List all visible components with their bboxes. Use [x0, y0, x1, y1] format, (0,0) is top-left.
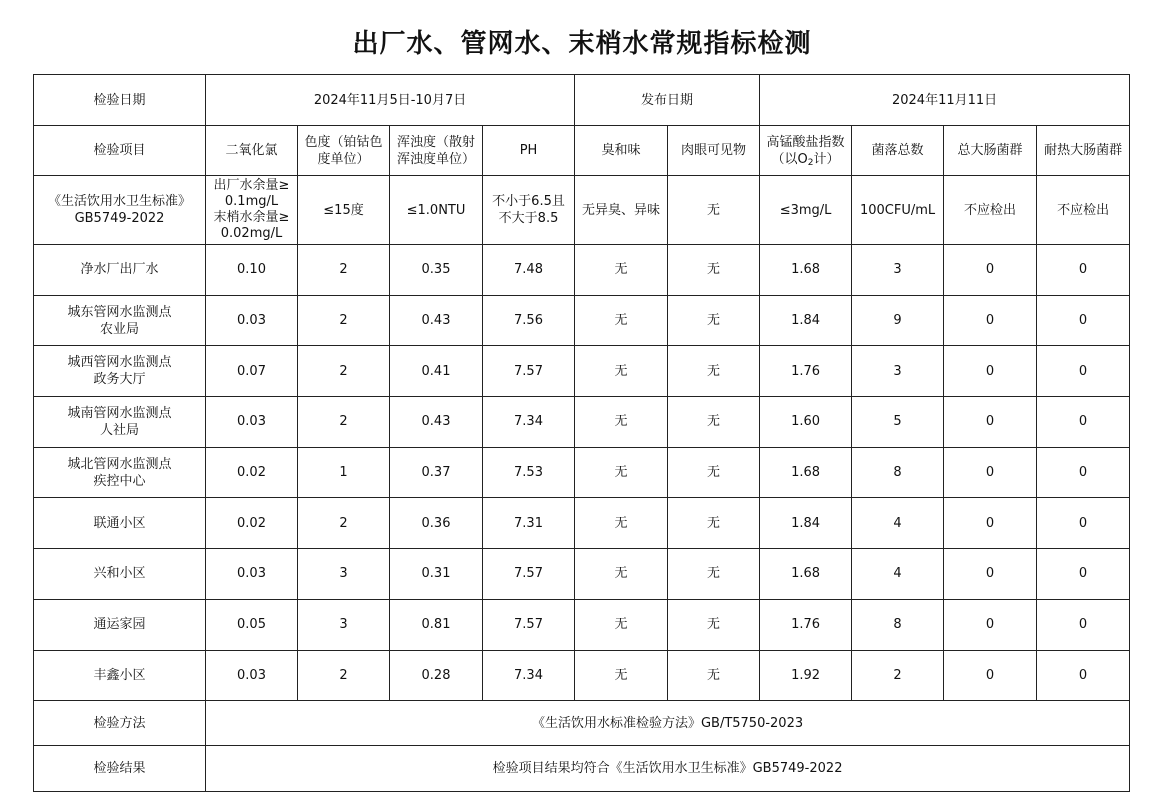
col-header-total-coliform: 总大肠菌群	[944, 126, 1037, 176]
measurement-cell: 7.57	[483, 599, 575, 650]
col-header-chlorine-dioxide: 二氧化氯	[206, 126, 298, 176]
measurement-cell: 0.03	[206, 295, 298, 346]
measurement-cell: 0.03	[206, 650, 298, 701]
measurement-cell: 0.43	[390, 397, 483, 448]
measurement-cell: 0.36	[390, 498, 483, 549]
col-header-ph: PH	[483, 126, 575, 176]
measurement-cell: 1	[298, 447, 390, 498]
date-row	[34, 75, 1130, 126]
site-name: 城西管网水监测点 政务大厅	[34, 346, 206, 397]
measurement-cell: 1.76	[760, 346, 852, 397]
method-label: 检验方法	[34, 701, 206, 746]
measurement-cell: 无	[668, 295, 760, 346]
standard-value: 100CFU/mL	[852, 176, 944, 245]
measurement-cell: 0	[944, 397, 1037, 448]
measurement-cell: 0.81	[390, 599, 483, 650]
measurement-cell: 1.92	[760, 650, 852, 701]
measurement-cell: 无	[668, 498, 760, 549]
measurement-cell: 0	[944, 549, 1037, 600]
measurement-cell: 1.84	[760, 295, 852, 346]
standard-value: ≤15度	[298, 176, 390, 245]
standard-value: 无异臭、异味	[575, 176, 668, 245]
measurement-cell: 无	[575, 245, 668, 296]
measurement-cell: 无	[575, 397, 668, 448]
measurement-cell: 5	[852, 397, 944, 448]
method-row	[34, 701, 1130, 746]
col-header-chroma: 色度（铂钴色 度单位）	[298, 126, 390, 176]
measurement-cell: 0.31	[390, 549, 483, 600]
measurement-cell: 3	[298, 549, 390, 600]
measurement-cell: 0	[1037, 498, 1130, 549]
measurement-cell: 0	[1037, 346, 1130, 397]
measurement-cell: 无	[668, 245, 760, 296]
standard-row	[34, 176, 1130, 245]
table-row	[34, 397, 1130, 448]
measurement-cell: 无	[575, 295, 668, 346]
table-row	[34, 447, 1130, 498]
inspection-date-value: 2024年11月5日-10月7日	[206, 75, 575, 126]
col-header-colony-count: 菌落总数	[852, 126, 944, 176]
measurement-cell: 0	[1037, 397, 1130, 448]
standard-value: 无	[668, 176, 760, 245]
measurement-cell: 0	[944, 650, 1037, 701]
measurement-cell: 1.68	[760, 447, 852, 498]
measurement-cell: 0	[944, 599, 1037, 650]
measurement-cell: 无	[575, 498, 668, 549]
measurement-cell: 2	[298, 245, 390, 296]
standard-label: 《生活饮用水卫生标准》 GB5749-2022	[34, 176, 206, 245]
measurement-cell: 无	[575, 650, 668, 701]
measurement-cell: 0	[1037, 245, 1130, 296]
site-name: 丰鑫小区	[34, 650, 206, 701]
measurement-cell: 2	[298, 498, 390, 549]
measurement-cell: 9	[852, 295, 944, 346]
measurement-cell: 无	[668, 650, 760, 701]
measurement-cell: 0	[944, 295, 1037, 346]
measurement-cell: 0.05	[206, 599, 298, 650]
site-name: 通运家园	[34, 599, 206, 650]
col-header-turbidity: 浑浊度（散射 浑浊度单位）	[390, 126, 483, 176]
measurement-cell: 8	[852, 447, 944, 498]
site-name: 城北管网水监测点 疾控中心	[34, 447, 206, 498]
measurement-cell: 2	[298, 650, 390, 701]
site-name: 兴和小区	[34, 549, 206, 600]
method-value: 《生活饮用水标准检验方法》GB/T5750-2023	[206, 701, 1130, 746]
measurement-cell: 无	[668, 447, 760, 498]
measurement-cell: 4	[852, 498, 944, 549]
table-row	[34, 549, 1130, 600]
measurement-cell: 7.57	[483, 346, 575, 397]
measurement-cell: 0.43	[390, 295, 483, 346]
measurement-cell: 无	[668, 549, 760, 600]
measurement-cell: 7.34	[483, 397, 575, 448]
measurement-cell: 0.10	[206, 245, 298, 296]
measurement-cell: 0.02	[206, 447, 298, 498]
measurement-cell: 3	[298, 599, 390, 650]
measurement-cell: 7.48	[483, 245, 575, 296]
measurement-cell: 0.03	[206, 549, 298, 600]
measurement-cell: 1.76	[760, 599, 852, 650]
inspection-date-label: 检验日期	[34, 75, 206, 126]
result-value: 检验项目结果均符合《生活饮用水卫生标准》GB5749-2022	[206, 746, 1130, 792]
site-name: 净水厂出厂水	[34, 245, 206, 296]
col-header-permanganate: 高锰酸盐指数 （以$O_2$计）	[760, 126, 852, 176]
measurement-cell: 无	[668, 346, 760, 397]
measurement-cell: 7.57	[483, 549, 575, 600]
site-name: 城东管网水监测点 农业局	[34, 295, 206, 346]
measurement-cell: 2	[852, 650, 944, 701]
measurement-cell: 无	[575, 549, 668, 600]
measurement-cell: 无	[668, 397, 760, 448]
standard-value: 不应检出	[944, 176, 1037, 245]
measurement-cell: 8	[852, 599, 944, 650]
site-name: 联通小区	[34, 498, 206, 549]
result-row	[34, 746, 1130, 792]
standard-value: ≤3mg/L	[760, 176, 852, 245]
measurement-cell: 0.28	[390, 650, 483, 701]
measurement-cell: 0.37	[390, 447, 483, 498]
site-name: 城南管网水监测点 人社局	[34, 397, 206, 448]
result-label: 检验结果	[34, 746, 206, 792]
measurement-cell: 1.68	[760, 245, 852, 296]
measurement-cell: 3	[852, 245, 944, 296]
table-row	[34, 346, 1130, 397]
standard-value: 不应检出	[1037, 176, 1130, 245]
measurement-cell: 0	[944, 447, 1037, 498]
measurement-cell: 无	[668, 599, 760, 650]
measurement-cell: 0.07	[206, 346, 298, 397]
measurement-cell: 0	[1037, 447, 1130, 498]
col-header-visible-matter: 肉眼可见物	[668, 126, 760, 176]
measurement-cell: 2	[298, 397, 390, 448]
measurement-cell: 无	[575, 599, 668, 650]
measurement-cell: 0.02	[206, 498, 298, 549]
measurement-cell: 7.56	[483, 295, 575, 346]
standard-value: 出厂水余量≥ 0.1mg/L 末梢水余量≥ 0.02mg/L	[206, 176, 298, 245]
col-header-thermotolerant-coliform: 耐热大肠菌群	[1037, 126, 1130, 176]
measurement-cell: 4	[852, 549, 944, 600]
publish-date-value: 2024年11月11日	[760, 75, 1130, 126]
measurement-cell: 1.60	[760, 397, 852, 448]
measurement-cell: 0	[944, 498, 1037, 549]
standard-value: ≤1.0NTU	[390, 176, 483, 245]
measurement-cell: 3	[852, 346, 944, 397]
measurement-cell: 0	[944, 245, 1037, 296]
measurement-cell: 7.53	[483, 447, 575, 498]
table-row	[34, 599, 1130, 650]
measurement-cell: 0.03	[206, 397, 298, 448]
measurement-cell: 2	[298, 346, 390, 397]
table-row	[34, 498, 1130, 549]
measurement-cell: 7.34	[483, 650, 575, 701]
measurement-cell: 0.41	[390, 346, 483, 397]
page-title: 出厂水、管网水、末梢水常规指标检测	[352, 29, 812, 59]
measurement-cell: 7.31	[483, 498, 575, 549]
measurement-cell: 无	[575, 447, 668, 498]
col-header-odor: 臭和味	[575, 126, 668, 176]
item-label: 检验项目	[34, 126, 206, 176]
measurement-cell: 0.35	[390, 245, 483, 296]
publish-date-label: 发布日期	[575, 75, 760, 126]
measurement-cell: 0	[1037, 295, 1130, 346]
table-row	[34, 245, 1130, 296]
water-quality-table	[33, 74, 1130, 792]
measurement-cell: 0	[944, 346, 1037, 397]
measurement-cell: 0	[1037, 549, 1130, 600]
measurement-cell: 2	[298, 295, 390, 346]
header-row	[34, 126, 1130, 176]
measurement-cell: 1.68	[760, 549, 852, 600]
measurement-cell: 1.84	[760, 498, 852, 549]
measurement-cell: 0	[1037, 599, 1130, 650]
measurement-cell: 无	[575, 346, 668, 397]
table-row	[34, 295, 1130, 346]
table-row	[34, 650, 1130, 701]
measurement-cell: 0	[1037, 650, 1130, 701]
standard-value: 不小于6.5且 不大于8.5	[483, 176, 575, 245]
